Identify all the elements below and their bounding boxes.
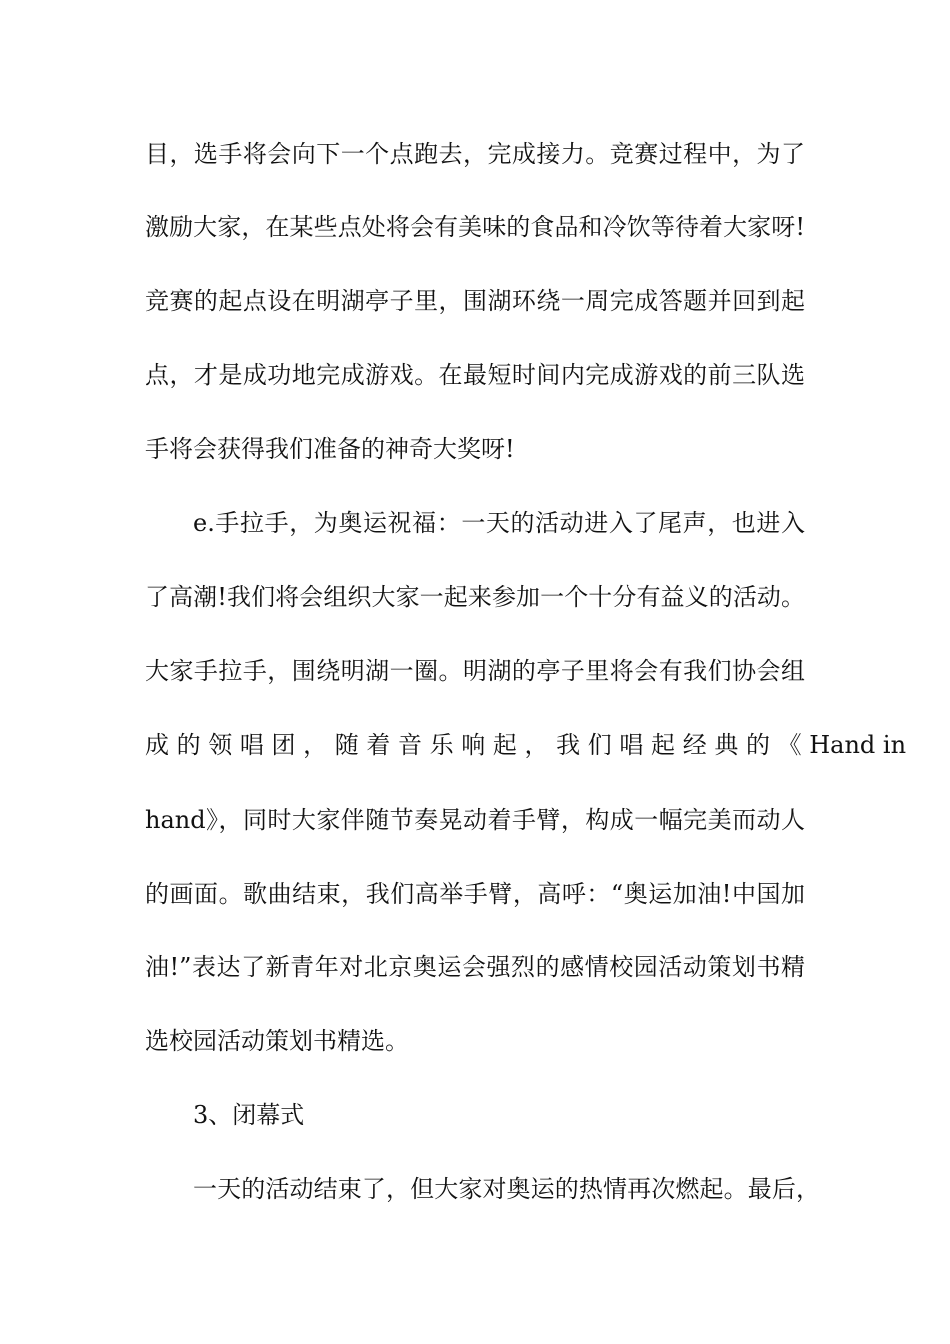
text-line-5: 手将会获得我们准备的神奇大奖呀!	[145, 435, 515, 463]
text-line-4: 点，才是成功地完成游戏。在最短时间内完成游戏的前三队选	[145, 361, 805, 389]
section-heading: 3、闭幕式	[193, 1101, 305, 1129]
text-line-7: 了高潮!我们将会组织大家一起来参加一个十分有益义的活动。	[145, 583, 805, 611]
text-line-11: 的画面。歌曲结束，我们高举手臂，高呼：“奥运加油!中国加	[145, 880, 805, 908]
text-line-15: 一天的活动结束了，但大家对奥运的热情再次燃起。最后，	[193, 1175, 820, 1203]
text-line-10: hand》，同时大家伴随节奏晃动着手臂，构成一幅完美而动人	[145, 806, 805, 834]
text-line-13: 选校园活动策划书精选。	[145, 1027, 409, 1055]
text-line-8: 大家手拉手，围绕明湖一圈。明湖的亭子里将会有我们协会组	[145, 657, 805, 685]
text-line-9: 成 的 领 唱 团 ， 随 着 音 乐 响 起 ， 我 们 唱 起 经 典 的 《 Hand in	[145, 731, 907, 759]
text-line-12: 油!”表达了新青年对北京奥运会强烈的感情校园活动策划书精	[145, 953, 805, 981]
text-line-3: 竞赛的起点设在明湖亭子里，围湖环绕一周完成答题并回到起	[145, 287, 805, 315]
text-line-2: 激励大家，在某些点处将会有美味的食品和冷饮等待着大家呀!	[145, 213, 805, 241]
text-line-6: e.手拉手，为奥运祝福：一天的活动进入了尾声，也进入	[193, 509, 805, 537]
text-line-1: 目，选手将会向下一个点跑去，完成接力。竞赛过程中，为了	[145, 140, 805, 168]
